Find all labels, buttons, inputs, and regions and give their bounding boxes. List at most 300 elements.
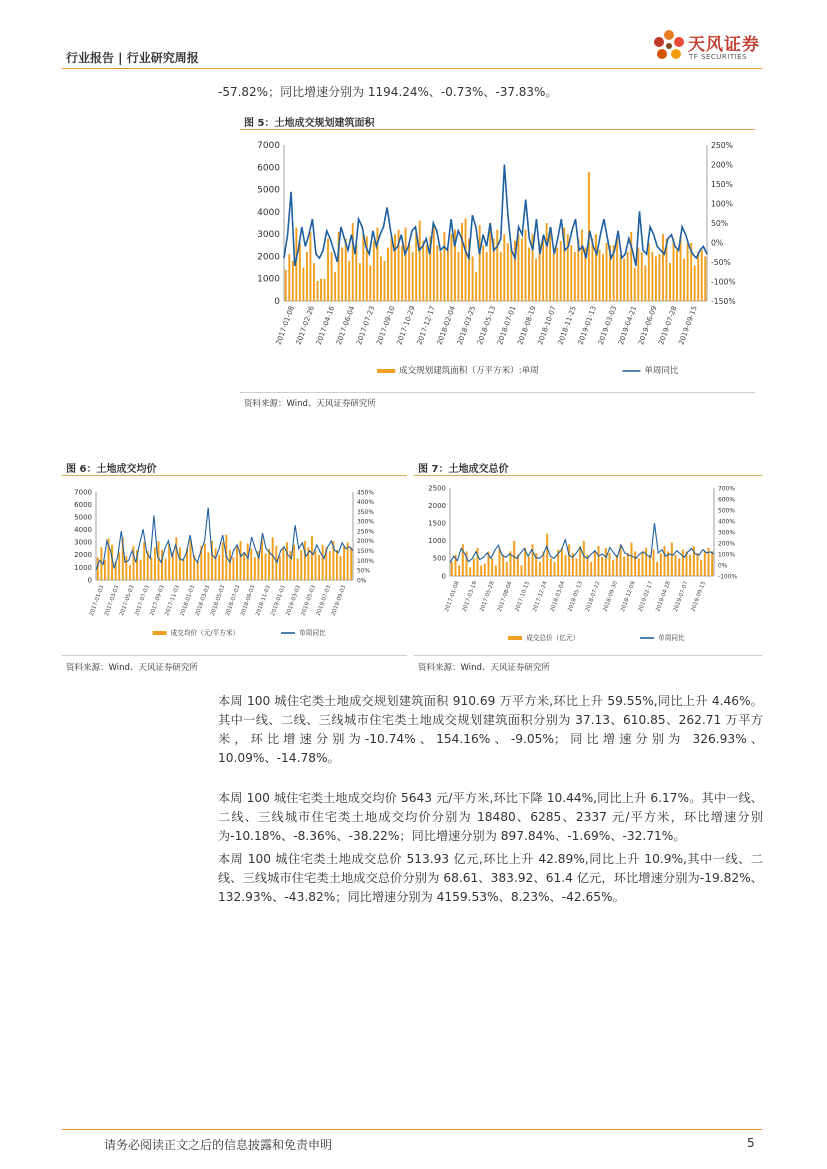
fig5-xtick-label: 2018-07-01	[496, 304, 518, 346]
fig6-ytick-label: 5000	[74, 513, 92, 522]
fig6-bar	[204, 544, 206, 580]
fig6-y2tick-label: 0%	[357, 577, 367, 585]
fig7-xtick-label: 2017-12-24	[532, 580, 549, 613]
fig5-bar	[331, 252, 333, 301]
fig7-bar	[663, 546, 665, 576]
fig7-bar	[583, 541, 585, 576]
fig7-chart	[414, 480, 762, 650]
fig7-bar	[696, 553, 698, 576]
fig7-legend-bar-label: 成交总价（亿元）	[526, 634, 580, 642]
fig5-bar	[391, 236, 393, 301]
fig7-xtick-label: 2017-05-28	[479, 580, 496, 613]
fig5-bar	[450, 234, 452, 301]
fig5-bar	[458, 252, 460, 301]
fig5-bar	[324, 279, 326, 301]
fig5-bar	[341, 248, 343, 301]
fig6-ytick-label: 0	[87, 576, 92, 585]
fig6-legend-line-label: 单周同比	[299, 629, 326, 637]
fig7-bar	[458, 565, 460, 576]
fig5-bar	[292, 261, 294, 301]
fig5-bar	[549, 227, 551, 301]
fig5-bar	[634, 268, 636, 301]
fig6-xtick-label: 2018-07-03	[224, 584, 242, 617]
fig7-bar	[656, 562, 658, 576]
fig5-xtick-label: 2018-03-25	[455, 304, 478, 346]
fig5-bar	[348, 261, 350, 301]
fig6-y2tick-label: 400%	[357, 499, 374, 507]
fig6-bar	[290, 551, 292, 580]
fig5-bar	[574, 252, 576, 301]
fig5-ytick-label: 0	[274, 297, 280, 307]
fig5-bottom-rule	[240, 392, 755, 393]
fig7-legend-bar-swatch	[508, 636, 522, 640]
fig5-xtick-label: 2019-01-13	[576, 304, 599, 346]
fig5-bar	[602, 254, 604, 301]
fig6-bar	[143, 542, 145, 580]
fig6-legend-bar-label: 成交均价（元/平方米）	[170, 629, 240, 637]
fig5-ytick-label: 4000	[257, 207, 280, 218]
fig7-y2tick-label: 100%	[718, 551, 735, 559]
fig7-bar	[528, 557, 530, 576]
fig7-bar	[597, 546, 599, 576]
paragraph-area: 本周 100 城住宅类土地成交规划建筑面积 910.69 万平方米,环比上升 59.55%,同比上升 4.46%。其中一线、二线、三线城市住宅类土地成交规划建筑面积分别为 37.13、610.85、262.71 万平方米，环比增速分别为-10.74%、154.16%、-9.05%；同比增速分别为 326.93%、10.09%、-14.78%。	[218, 694, 763, 765]
fig6-y2tick-label: 50%	[357, 567, 371, 575]
fig5-bar	[401, 245, 403, 301]
fig7-bar	[498, 548, 500, 576]
fig6-yoy-line	[96, 508, 353, 571]
fig5-bar	[517, 234, 519, 301]
fig6-bar	[165, 559, 167, 580]
fig6-xtick-label: 2018-01-03	[179, 584, 197, 617]
fig5-bar	[345, 239, 347, 301]
fig5-bar	[673, 239, 675, 301]
fig5-bar	[306, 252, 308, 301]
fig5-y2tick-label: -150%	[711, 297, 736, 306]
fig6-bar	[315, 551, 317, 580]
fig7-bar	[689, 555, 691, 576]
fig5-xtick-label: 2019-06-09	[637, 304, 659, 346]
fig7-bar	[480, 565, 482, 576]
fig5-bar	[419, 221, 421, 301]
fig7-bar	[491, 558, 493, 576]
fig7-top-rule	[414, 475, 762, 476]
fig5-bar	[299, 243, 301, 301]
fig6-bar	[336, 550, 338, 580]
fig5-bar	[510, 248, 512, 301]
fig7-bar	[671, 543, 673, 576]
fig6-bar	[150, 557, 152, 580]
fig6-xtick-label: 2017-09-03	[149, 584, 166, 617]
fig5-y2tick-label: 150%	[711, 180, 733, 189]
fig7-bar	[506, 562, 508, 576]
fig7-xtick-label: 2017-03-19	[461, 580, 479, 613]
fig5-bar	[528, 248, 530, 301]
fig7-bar	[495, 565, 497, 576]
fig7-bar	[502, 555, 504, 576]
fig5-xtick-label: 2017-10-29	[395, 304, 417, 346]
fig5-xtick-label: 2018-10-07	[536, 304, 558, 346]
fig5-xtick-label: 2017-07-23	[355, 304, 377, 346]
fig5-legend-line-label: 单周同比	[644, 366, 679, 376]
fig6-bar	[329, 551, 331, 580]
fig5-bar	[595, 234, 597, 301]
fig5-bar	[408, 243, 410, 301]
fig5-bar	[606, 243, 608, 301]
report-category: 行业报告 | 行业研究周报	[66, 51, 199, 65]
fig6-bar	[293, 545, 295, 580]
fig6-xtick-label: 2019-07-03	[315, 584, 333, 617]
footer-disclaimer: 请务必阅读正文之后的信息披露和免责申明	[104, 1138, 333, 1152]
fig7-y2tick-label: 0%	[718, 562, 728, 570]
fig7-xtick-label: 2018-05-13	[567, 580, 584, 613]
fig5-bar	[433, 225, 435, 301]
paragraph-avg-price: 本周 100 城住宅类土地成交均价 5643 元/平方米,环比下降 10.44%,同比上升 6.17%。其中一线、二线、三线城市住宅类土地成交均价分别为 18480、6285、2337 元/平方米，环比增速分别为-10.18%、-8.36%、-38.22%；同比增速分别为 897.84%、-1.69%、-32.71%。	[218, 791, 763, 843]
fig5-bar	[694, 265, 696, 301]
fig5-bar	[380, 256, 382, 301]
fig6-ytick-label: 4000	[74, 526, 92, 535]
fig7-bar	[645, 548, 647, 576]
fig5-bar	[482, 245, 484, 301]
fig5-legend-bar-swatch	[377, 369, 395, 373]
fig6-bar	[232, 557, 234, 580]
fig7-y2tick-label: 500%	[718, 507, 735, 515]
fig6-xtick-label: 2019-01-03	[270, 584, 287, 617]
fig7-bar	[451, 562, 453, 576]
fig6-ytick-label: 7000	[74, 488, 92, 497]
fig5-bar	[436, 245, 438, 301]
fig5-bar	[447, 250, 449, 301]
fig5-xtick-label: 2019-09-15	[677, 304, 699, 346]
fig5-bar	[620, 254, 622, 301]
fig7-bar	[561, 548, 563, 576]
fig5-bar	[560, 241, 562, 301]
logo-english: TF SECURITIES	[689, 53, 748, 61]
fig5-xtick-label: 2018-08-19	[516, 304, 538, 346]
fig5-bar	[676, 250, 678, 301]
fig5-bar	[461, 223, 463, 301]
fig7-bar	[590, 562, 592, 576]
fig5-bar	[655, 256, 657, 301]
fig7-bar	[575, 558, 577, 576]
fig5-xtick-label: 2018-11-25	[556, 304, 578, 346]
fig5-bar	[503, 234, 505, 301]
fig7-ytick-label: 0	[441, 572, 446, 581]
fig7-bar	[605, 548, 607, 576]
fig6-xtick-label: 2017-11-03	[164, 584, 181, 617]
fig6-bar	[207, 552, 209, 580]
fig6-bar	[125, 556, 127, 580]
fig7-bar	[484, 564, 486, 576]
fig7-bar	[608, 553, 610, 576]
fig7-bar	[473, 558, 475, 576]
fig5-xtick-label: 2017-04-16	[314, 304, 337, 346]
fig7-bar	[550, 558, 552, 576]
fig5-xtick-label: 2017-09-10	[375, 304, 397, 346]
fig7-bar	[564, 555, 566, 576]
fig7-xtick-label: 2017-01-08	[444, 580, 461, 613]
fig7-title: 图 7：土地成交总价	[418, 464, 509, 475]
company-logo	[651, 26, 763, 68]
fig6-top-rule	[62, 475, 407, 476]
fig5-bar	[426, 245, 428, 301]
fig5-ytick-label: 2000	[257, 252, 280, 263]
fig5-xtick-label: 2017-02-26	[294, 304, 317, 346]
fig5-bar	[302, 268, 304, 301]
footer-divider	[62, 1129, 762, 1130]
fig5-xtick-label: 2017-06-04	[334, 304, 357, 346]
fig7-xtick-label: 2018-09-30	[602, 580, 620, 613]
fig6-bar	[272, 537, 274, 580]
fig5-bar	[507, 243, 509, 301]
fig7-source: 资料来源：Wind、天风证券研究所	[418, 663, 550, 673]
fig6-bar	[179, 547, 181, 580]
fig5-bar	[313, 263, 315, 301]
fig5-bar	[479, 225, 481, 301]
fig7-bar	[634, 551, 636, 576]
fig5-bar	[701, 250, 703, 301]
fig5-xtick-label: 2019-04-21	[616, 304, 639, 346]
fig6-bar	[300, 550, 302, 580]
fig5-bar	[362, 234, 364, 301]
fig6-y2tick-label: 300%	[357, 518, 374, 526]
fig7-bar	[641, 551, 643, 576]
fig7-xtick-label: 2019-02-17	[637, 580, 655, 613]
fig6-xtick-label: 2019-03-03	[285, 584, 302, 617]
fig6-bar	[343, 546, 345, 580]
fig7-ytick-label: 1500	[428, 519, 446, 528]
fig6-y2tick-label: 250%	[357, 528, 374, 536]
fig7-bar	[630, 543, 632, 576]
fig7-bar	[623, 557, 625, 576]
fig5-bar	[616, 239, 618, 301]
fig6-bar	[197, 561, 199, 580]
fig5-bar	[521, 239, 523, 301]
fig6-bar	[250, 549, 252, 580]
fig5-y2tick-label: 100%	[711, 199, 733, 209]
fig5-xtick-label: 2019-03-03	[596, 304, 619, 346]
fig6-y2tick-label: 350%	[357, 508, 374, 516]
fig7-ytick-label: 2500	[428, 484, 446, 493]
fig5-bar	[662, 234, 664, 301]
fig6-bar	[240, 541, 242, 580]
fig5-xtick-label: 2018-05-13	[475, 304, 498, 346]
fig5-chart	[240, 133, 755, 383]
fig6-y2tick-label: 100%	[357, 557, 374, 565]
fig5-bar	[570, 245, 572, 301]
fig7-bar	[711, 551, 713, 576]
fig7-bar	[601, 557, 603, 576]
fig5-bar	[704, 256, 706, 301]
fig5-bar	[648, 243, 650, 301]
fig5-bar	[359, 263, 361, 301]
fig7-bar	[649, 555, 651, 576]
fig6-bar	[279, 556, 281, 580]
fig5-bar	[658, 254, 660, 301]
fig5-xtick-label: 2018-02-04	[435, 304, 458, 346]
fig6-bar	[190, 540, 192, 580]
fig6-bar	[254, 557, 256, 580]
fig7-xtick-label: 2018-07-22	[584, 580, 602, 613]
fig5-bar	[465, 219, 467, 301]
fig5-ytick-label: 3000	[257, 230, 280, 241]
fig5-bar	[553, 254, 555, 301]
fig7-bar	[682, 550, 684, 576]
fig5-bar	[687, 243, 689, 301]
fig7-bar	[513, 541, 515, 576]
fig5-y2tick-label: -50%	[711, 258, 731, 267]
fig6-bar	[265, 554, 267, 580]
fig6-xtick-label: 2018-11-03	[255, 584, 272, 617]
fig5-bar	[472, 256, 474, 301]
fig7-y2tick-label: -100%	[718, 573, 738, 581]
fig6-bottom-rule	[62, 655, 407, 656]
fig6-y2tick-label: 200%	[357, 538, 374, 546]
fig5-bar	[394, 234, 396, 301]
fig7-legend-line-label: 单周同比	[658, 634, 685, 642]
fig5-bar	[443, 232, 445, 301]
fig5-y2tick-label: 0%	[711, 238, 724, 248]
fig5-ytick-label: 7000	[257, 141, 280, 151]
fig7-bar	[546, 534, 548, 576]
fig5-bar	[422, 241, 424, 301]
fig6-bar	[340, 556, 342, 580]
fig6-bar	[286, 542, 288, 580]
fig5-bar	[440, 252, 442, 301]
fig6-legend-bar-swatch	[153, 631, 167, 635]
fig7-yoy-line	[450, 523, 714, 563]
fig5-bar	[623, 259, 625, 301]
fig6-ytick-label: 3000	[74, 538, 92, 547]
fig7-y2tick-label: 300%	[718, 529, 735, 537]
fig5-bar	[285, 270, 287, 301]
paragraph-total-price: 本周 100 城住宅类土地成交总价 513.93 亿元,环比上升 42.89%,同比上升 10.9%,其中一线、二线、三线城市住宅类土地成交总价分别为 68.61、383.92、61.4 亿元，环比增速分别为-19.82%、132.93%、-43.82%；同比增速分别为 4159.53%、8.23%、-42.65%。	[218, 852, 763, 904]
fig5-bar	[415, 232, 417, 301]
fig7-y2tick-label: 400%	[718, 518, 735, 526]
fig5-bar	[535, 259, 537, 301]
fig5-ytick-label: 6000	[257, 163, 280, 174]
fig7-bar	[652, 550, 654, 576]
fig7-y2tick-label: 200%	[718, 540, 735, 548]
fig7-bar	[638, 558, 640, 576]
fig7-bar	[553, 562, 555, 576]
fig5-y2tick-label: 200%	[711, 160, 733, 170]
fig5-bar	[683, 259, 685, 301]
fig6-bar	[157, 541, 159, 580]
fig5-bar	[637, 248, 639, 301]
fig5-bar	[644, 265, 646, 301]
fig7-xtick-label: 2018-03-04	[549, 580, 567, 613]
fig5-bar	[288, 254, 290, 301]
fig6-xtick-label: 2019-05-03	[300, 584, 318, 617]
fig5-bar	[405, 227, 407, 301]
fig6-bar	[229, 550, 231, 580]
fig5-y2tick-label: 250%	[711, 141, 733, 150]
page-number: 5	[747, 1136, 755, 1150]
fig7-bar	[476, 548, 478, 576]
fig5-bar	[309, 232, 311, 301]
fig6-ytick-label: 2000	[74, 551, 92, 560]
fig6-bar	[311, 536, 313, 580]
fig5-ytick-label: 5000	[257, 185, 280, 196]
fig7-bar	[539, 562, 541, 576]
fig5-xtick-label: 2017-01-08	[274, 304, 296, 346]
fig7-bar	[520, 565, 522, 576]
fig5-bar	[317, 281, 319, 301]
fig5-bar	[327, 239, 329, 301]
fig7-bar	[674, 555, 676, 576]
fig7-xtick-label: 2017-08-06	[496, 580, 514, 613]
fig6-xtick-label: 2018-09-03	[240, 584, 257, 617]
fig7-ytick-label: 2000	[428, 501, 446, 510]
fig6-ytick-label: 1000	[74, 563, 92, 572]
fig5-bar	[500, 252, 502, 301]
fig5-bar	[556, 248, 558, 301]
fig6-xtick-label: 2017-01-03	[88, 584, 106, 617]
fig7-ytick-label: 1000	[428, 537, 446, 546]
fig5-top-rule	[240, 129, 755, 130]
fig7-bottom-rule	[414, 655, 762, 656]
fig6-bar	[161, 550, 163, 580]
fig5-bar	[651, 252, 653, 301]
fig6-bar	[304, 541, 306, 580]
fig5-bar	[489, 223, 491, 301]
fig6-bar	[350, 547, 352, 580]
logo-name: 天风证券	[688, 35, 760, 55]
fig6-bar	[297, 559, 299, 580]
fig5-bar	[641, 252, 643, 301]
fig5-bar	[320, 279, 322, 301]
fig7-bar	[627, 553, 629, 576]
fig7-y2tick-label: 700%	[718, 485, 735, 493]
fig5-bar	[475, 272, 477, 301]
fig5-bar	[627, 252, 629, 301]
fig5-bar	[591, 239, 593, 301]
fig7-xtick-label: 2017-10-15	[514, 580, 532, 613]
fig5-title: 图 5：土地成交规划建筑面积	[244, 118, 375, 129]
fig5-bar	[334, 272, 336, 301]
fig6-xtick-label: 2018-05-03	[209, 584, 227, 617]
fig6-ytick-label: 6000	[74, 500, 92, 509]
fig5-source: 资料来源：Wind、天风证券研究所	[244, 399, 376, 409]
fig7-bar	[594, 551, 596, 576]
fig5-bar	[542, 239, 544, 301]
fig6-chart	[62, 480, 407, 650]
fig5-bar	[369, 265, 371, 301]
fig6-xtick-label: 2019-09-03	[330, 584, 348, 617]
fig6-bar	[222, 542, 224, 580]
fig5-legend-bar-label: 成交规划建筑面积（万平方米）:单周	[399, 366, 539, 376]
fig7-bar	[700, 560, 702, 576]
fig5-bar	[412, 252, 414, 301]
fig7-bar	[704, 551, 706, 576]
fig7-y2tick-label: 600%	[718, 496, 735, 504]
fig7-bar	[568, 544, 570, 576]
fig5-bar	[669, 263, 671, 301]
fig7-xtick-label: 2018-12-09	[620, 580, 637, 613]
fig5-y2tick-label: -100%	[711, 277, 736, 287]
fig6-bar	[140, 560, 142, 580]
fig5-bar	[524, 230, 526, 301]
fig7-xtick-label: 2019-07-07	[672, 580, 690, 613]
fig6-bar	[318, 555, 320, 580]
fig6-bar	[243, 552, 245, 580]
fig5-bar	[546, 223, 548, 301]
fig7-xtick-label: 2019-09-15	[690, 580, 708, 613]
fig5-ytick-label: 1000	[257, 274, 280, 285]
fig6-bar	[118, 552, 120, 580]
continued-paragraph: -57.82%；同比增速分别为 1194.24%、-0.73%、-37.83%。	[218, 85, 558, 99]
fig6-xtick-label: 2017-07-03	[134, 584, 151, 617]
